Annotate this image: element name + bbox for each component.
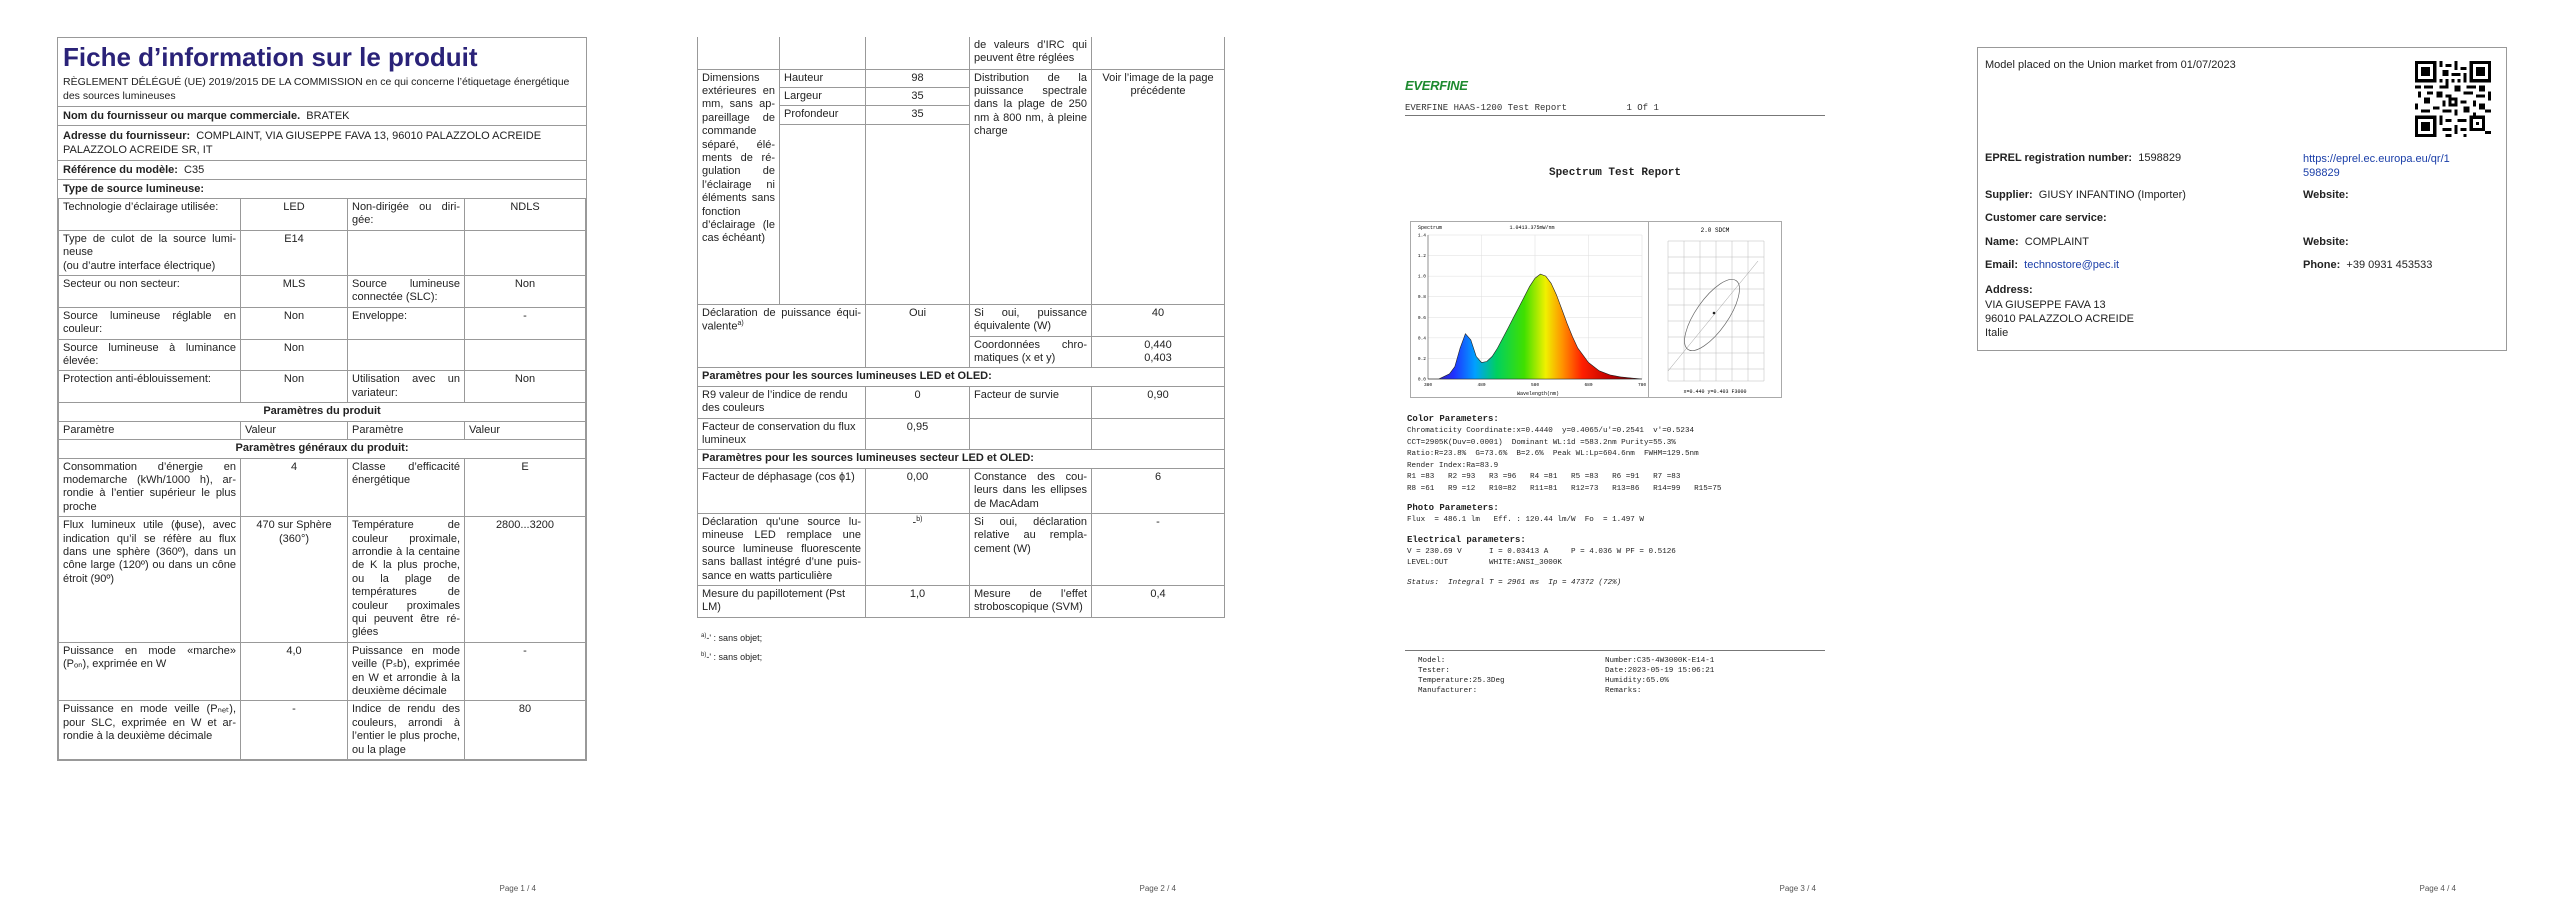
table-row (59, 371, 586, 403)
param-label: Indice de rendu des couleurs, arrondi à l’entier le plus proche, ou la plage (348, 701, 465, 760)
led-heading: Paramètres pour les sources lumineuses LED et OLED: (698, 368, 1225, 386)
email-row: Email: technostore@pec.it (1985, 259, 2120, 271)
chart-xlabel: Wavelength(nm) (1516, 391, 1560, 397)
flicker-value: 1,0 (866, 586, 970, 618)
param-value: 80 (465, 701, 586, 760)
survival-value: 0,90 (1092, 386, 1225, 418)
mains-heading: Paramètres pour les sources lumineuses secteur LED et OLED: (698, 450, 1225, 468)
table-row (59, 458, 586, 517)
dim-name: Profondeur (780, 106, 866, 124)
footer-left: Model: Tester: Temperature:25.3Deg Manufacturer: (1418, 657, 1505, 695)
supplier-value: BRATEK (306, 110, 350, 122)
macadam-value: 6 (1092, 468, 1225, 513)
cie-caption: x=0.440 y=0.403 F3000 (1683, 389, 1747, 395)
email-link[interactable]: technostore@pec.it (2024, 259, 2120, 271)
status-line: Status: Integral T = 2961 ms Ip = 47372 (72%) (1407, 578, 1622, 587)
column-header-row (59, 421, 586, 439)
table-row (59, 517, 586, 643)
param-label: Puissance en mode veille (Pₛb), exprimée en W et arrondie à la deuxième décimale (348, 642, 465, 701)
r9-label: R9 valeur de l’indice de rendu des couleurs (698, 386, 866, 418)
electrical-heading: Electrical parameters: (1407, 534, 1526, 545)
footer-right: Number:C35-4W3000K-E14-1 Date:2023-05-19 15:06:21 Humidity:65.0% Remarks: (1605, 657, 1715, 695)
y-tick-label: 0.8 (1417, 295, 1426, 301)
measured-point (1713, 312, 1716, 315)
y-tick-label: 1.4 (1417, 233, 1426, 239)
address-label: Adresse du fournisseur: (63, 130, 191, 142)
y-tick-label: 0.4 (1417, 336, 1426, 342)
equivalent-value: Oui (866, 304, 970, 368)
param-label: Classe d’efficacité énergétique (348, 458, 465, 517)
col-header: Paramètre (59, 421, 241, 439)
param-label: Source lumineuse à luminance élevée: (59, 339, 241, 371)
equivalent-label: Déclaration de puissance équivalente$^{a)}$ (698, 304, 866, 368)
maintenance-label: Facteur de conservation du flux lumineux (698, 418, 866, 450)
y-tick-label: 1.2 (1417, 254, 1426, 260)
supplier-label: Nom du fournisseur ou marque commerciale. (63, 110, 301, 122)
param-label: Puissance en mode veille (Pₙₑₜ), pour SLC, exprimée en W et arrondie à la deuxième décimale (59, 701, 241, 760)
param-label (348, 230, 465, 275)
regulation-text: RÈGLEMENT DÉLÉGUÉ (UE) 2019/2015 DE LA COMMISSION en ce qui concerne l’étiquetage énergétique des sources lumineuses (63, 76, 570, 102)
irc-tail: de valeurs d’IRC qui peuvent être réglées (970, 37, 1092, 69)
x-tick-label: 480 (1477, 383, 1486, 388)
customer-care-label: Customer care service: (1985, 212, 2107, 224)
page-number: Page 2 / 4 (1139, 884, 1176, 893)
placed-on-market: Model placed on the Union market from 01/07/2023 (1985, 59, 2236, 71)
replace-label: Déclaration qu’une source lumineuse LED remplace une source lumineuse fluorescente sans ballast intégré d’une puissance en watts particulière (698, 514, 866, 586)
photo-line: Flux = 486.1 lm Eff. : 120.44 lm/W Fo = 1.497 W (1407, 516, 1644, 524)
page-number: Page 4 / 4 (2419, 884, 2456, 893)
param-label: Température de couleur proximale, arrondie à la centaine de K la plus proche, ou la plage de températures de couleur proximales qui peuvent être réglées (348, 517, 465, 643)
col-header: Valeur (465, 421, 586, 439)
website-label: Website: (2303, 189, 2349, 201)
spectral-label: Distribution de la puissance spectrale dans la plage de 250 nm à 800 nm, à pleine charge (970, 69, 1092, 304)
param-label: Type de culot de la source lumineuse (ou d’autre interface électrique) (59, 230, 241, 275)
phase-value: 0,00 (866, 468, 970, 513)
model-label: Référence du modèle: (63, 164, 178, 176)
y-tick-label: 1.0 (1417, 274, 1426, 280)
param-label: Source lumineuse connectée (SLC): (348, 276, 465, 308)
model-row (58, 161, 586, 180)
type-table (58, 198, 586, 760)
report-title: Spectrum Test Report (1548, 167, 1682, 179)
chroma-values: 0,440 0,403 (1092, 336, 1225, 368)
dim-value: 98 (866, 69, 970, 87)
x-tick-label: 780 (1637, 383, 1647, 388)
type-heading: Type de source lumineuse: (63, 183, 205, 195)
param-value: NDLS (465, 199, 586, 231)
color-heading: Color Parameters: (1407, 414, 1499, 424)
table-row (59, 339, 586, 371)
dim-value: 35 (866, 87, 970, 105)
footnote-b: $^{b)}$-' : sans objet; (701, 652, 763, 662)
equivalent-w-label: Si oui, puissance équivalente (W) (970, 304, 1092, 336)
replace-claim-label: Si oui, déclaration relative au remplacement (W) (970, 514, 1092, 586)
param-label: Secteur ou non secteur: (59, 276, 241, 308)
dim-name: Hauteur (780, 69, 866, 87)
x-tick-label: 680 (1584, 383, 1593, 388)
table-row (59, 701, 586, 760)
param-value: Non (241, 307, 348, 339)
table-row (59, 307, 586, 339)
color-line: CCT=2905K(Duv=0.0001) Dominant WL:1d =583.2nm Purity=55.3% (1407, 438, 1676, 447)
chart-ylabel: Spectrum (1418, 225, 1443, 231)
website2-label: Website: (2303, 236, 2349, 248)
page-2 (640, 0, 1280, 905)
param-label: Technologie d’éclairage utilisée: (59, 199, 241, 231)
eprel-box (1977, 47, 2507, 351)
footnotes (701, 628, 762, 666)
x-tick-label: 580 (1530, 383, 1540, 388)
model-value: C35 (184, 164, 205, 176)
param-label: Protection anti-éblouissement: (59, 371, 241, 403)
col-header: Valeur (241, 421, 348, 439)
address-value: COMPLAINT, VIA GIUSEPPE FAVA 13, 96010 PALAZZOLO ACREIDE PALAZZOLO ACREIDE SR, IT (63, 130, 542, 156)
param-value: - (465, 307, 586, 339)
param-value (465, 230, 586, 275)
footnote-marker: b) (916, 516, 923, 523)
footnote-marker: a) (737, 320, 744, 328)
param-value: 4 (241, 458, 348, 517)
spectrum-chart (1410, 221, 1655, 398)
col-header: Paramètre (348, 421, 465, 439)
param-label: Enveloppe: (348, 307, 465, 339)
chart-title: 1.0413.375mW/nm (1509, 225, 1555, 231)
macadam-label: Constance des couleurs dans les ellipses de MacAdam (970, 468, 1092, 513)
phone-row: Phone: +39 0931 453533 (2303, 259, 2433, 271)
color-line: Render Index:Ra=83.9 (1407, 461, 1499, 470)
param-label: Consommation d’énergie en modemarche (kWh/1000 h), arrondie à l’entier supérieur le plus proche (59, 458, 241, 517)
spec-table (697, 37, 1225, 618)
page-number: Page 3 / 4 (1779, 884, 1816, 893)
param-value: - (241, 701, 348, 760)
dim-name: Largeur (780, 87, 866, 105)
param-value: Non (465, 371, 586, 403)
y-tick-label: 0.2 (1417, 356, 1426, 362)
chroma-label: Coordonnées chromatiques (x et y) (970, 336, 1092, 368)
dimensions-label: Dimensions extérieures en mm, sans appareillage de commande séparé, éléments de régulation de l’éclairage ni éléments sans fonction d’éclairage (le cas échéant) (698, 69, 780, 304)
r9-value: 0 (866, 386, 970, 418)
name-row: Name: COMPLAINT (1985, 236, 2089, 248)
general-heading: Paramètres généraux du produit: (59, 440, 586, 458)
replace-claim-value: - (1092, 514, 1225, 586)
page-1 (0, 0, 640, 905)
param-value: Non (241, 339, 348, 371)
electrical-line: V = 230.69 V I = 0.03413 A P = 4.036 W PF = 0.5126 (1407, 547, 1676, 556)
footer-divider (1405, 650, 1825, 651)
param-value: E14 (241, 230, 348, 275)
param-value: - (465, 642, 586, 701)
color-line: Ratio:R=23.8% G=73.6% B=2.6% Peak WL:Lp=604.6nm FWHM=129.5nm (1407, 450, 1699, 458)
phase-label: Facteur de déphasage (cos ɸ1) (698, 468, 866, 513)
param-label: Source lumineuse réglable en couleur: (59, 307, 241, 339)
x-tick-label: 380 (1423, 383, 1433, 388)
page-4 (1920, 0, 2560, 905)
eprel-number: EPREL registration number: 1598829 (1985, 152, 2182, 164)
product-sheet-box (57, 37, 587, 761)
param-value: 470 sur Sphère (360°) (241, 517, 348, 643)
y-tick-label: 0.0 (1417, 377, 1426, 383)
param-value: MLS (241, 276, 348, 308)
page-number: Page 1 / 4 (499, 884, 536, 893)
color-line: Chromaticity Coordinate:x=0.4440 y=0.4065/u'=0.2541 v'=0.5234 (1407, 427, 1695, 435)
strobo-value: 0,4 (1092, 586, 1225, 618)
color-line: R8 =61 R9 =12 R10=82 R11=81 R12=73 R13=86 R14=99 R15=75 (1407, 484, 1722, 493)
footnote-a: $^{a)}$-' : sans objet; (701, 633, 763, 643)
param-value (465, 339, 586, 371)
address-row (58, 126, 586, 161)
report-header: EVERFINE HAAS-1200 Test Report 1 Of 1 (1405, 103, 1659, 113)
strobo-label: Mesure de l’effet stroboscopique (SVM) (970, 586, 1092, 618)
param-value: 2800...3200 (465, 517, 586, 643)
dim-value: 35 (866, 106, 970, 124)
page-title: Fiche d’information sur le produit (63, 42, 478, 72)
param-label: Flux lumineux utile (ɸuse), avec indication qu’il se réfère au flux dans une sphère (360º), dans un cône large (120º) ou dans un cône étroit (90º) (59, 517, 241, 643)
address-lines: VIA GIUSEPPE FAVA 13 96010 PALAZZOLO ACREIDE Italie (1985, 299, 2134, 339)
supplier-row (58, 107, 586, 126)
address-label: Address: (1985, 284, 2033, 296)
spectral-value: Voir l’image de la page précédente (1092, 69, 1225, 304)
header-divider (1405, 115, 1825, 116)
params-heading: Paramètres du produit (59, 403, 586, 421)
equivalent-w-value: 40 (1092, 304, 1225, 336)
cie-diagram (1648, 221, 1782, 398)
maintenance-value: 0,95 (866, 418, 970, 450)
table-row (59, 276, 586, 308)
parameters-block (1407, 412, 1721, 589)
table-row (59, 230, 586, 275)
photo-heading: Photo Parameters: (1407, 503, 1499, 513)
everfine-logo: EVERFINE (1405, 78, 1468, 93)
param-value: 4,0 (241, 642, 348, 701)
param-value: Non (465, 276, 586, 308)
page-3 (1280, 0, 1920, 905)
param-label: Utilisation avec un variateur: (348, 371, 465, 403)
replace-value: -$^{b)}$ (866, 514, 970, 586)
param-value: E (465, 458, 586, 517)
electrical-line: LEVEL:OUT WHITE:ANSI_3000K (1407, 559, 1562, 567)
table-row (59, 199, 586, 231)
table-row (59, 642, 586, 701)
param-value: LED (241, 199, 348, 231)
supplier-row: Supplier: GIUSY INFANTINO (Importer) (1985, 189, 2186, 201)
flicker-label: Mesure du papillotement (Pst LM) (698, 586, 866, 618)
qr-code-icon (2415, 61, 2491, 137)
param-label (348, 339, 465, 371)
param-label: Puissance en mode «marche» (Pₒₙ), exprimée en W (59, 642, 241, 701)
param-value: Non (241, 371, 348, 403)
y-tick-label: 0.6 (1417, 315, 1426, 321)
eprel-link[interactable]: https://eprel.ec.europa.eu/qr/1598829 (2303, 153, 2450, 179)
survival-label: Facteur de survie (970, 386, 1092, 418)
color-line: R1 =83 R2 =93 R3 =96 R4 =81 R5 =83 R6 =91 R7 =83 (1407, 473, 1681, 481)
cie-title: 2.0 SDCM (1700, 227, 1730, 234)
param-label: Non-dirigée ou dirigée: (348, 199, 465, 231)
